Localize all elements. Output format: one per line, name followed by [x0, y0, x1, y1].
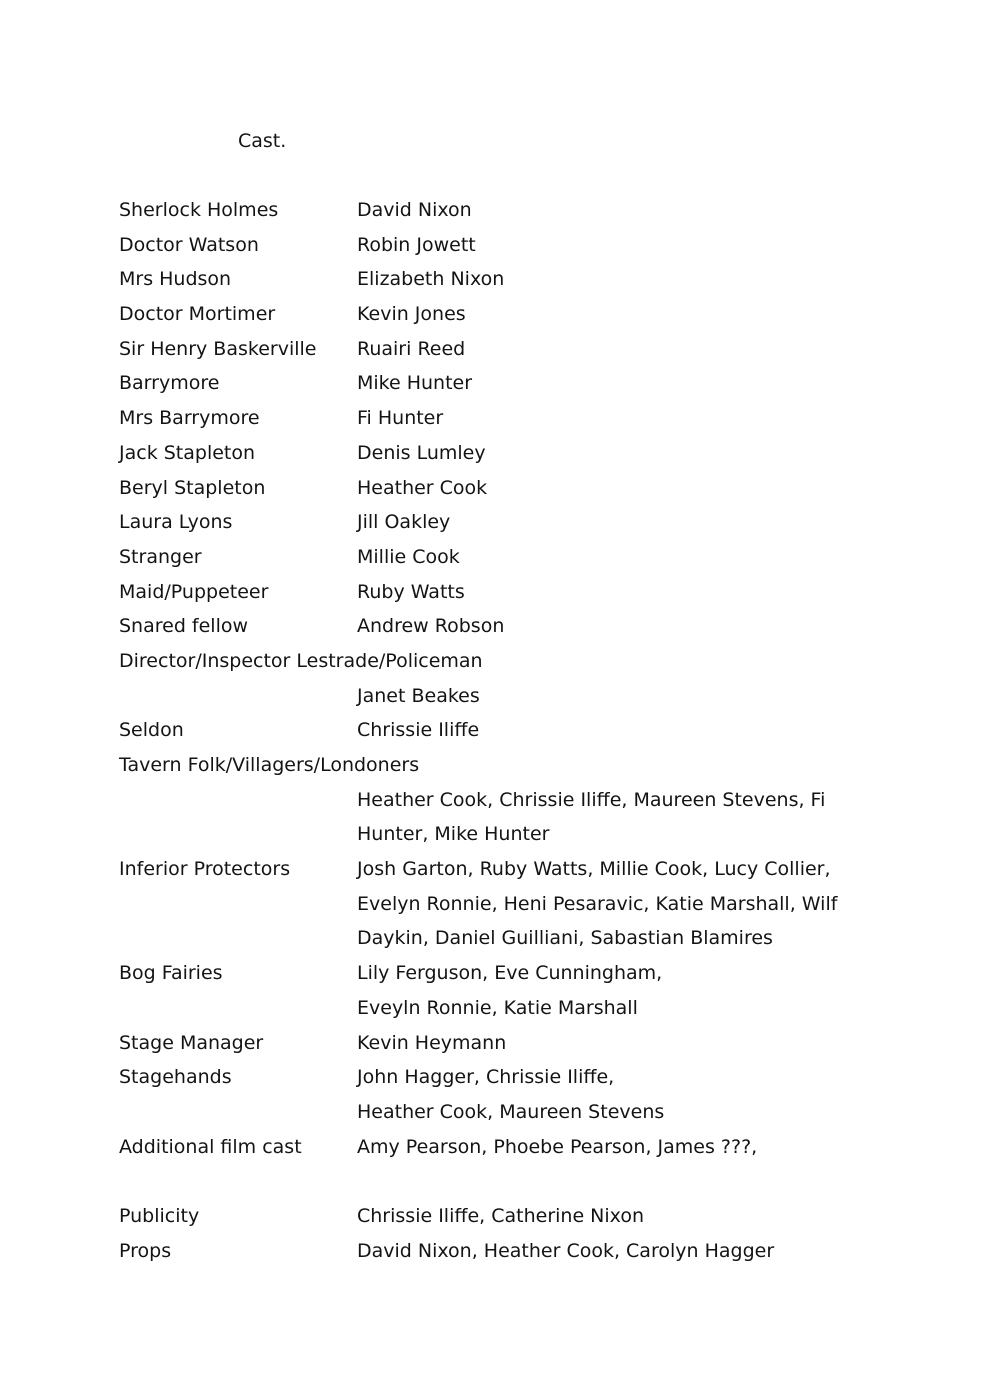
- actor-name: Hunter, Mike Hunter: [357, 823, 550, 846]
- actor-name: Fi Hunter: [357, 407, 444, 430]
- actor-name: Amy Pearson, Phoebe Pearson, James ???,: [357, 1135, 758, 1158]
- cast-row: [119, 505, 859, 540]
- actor-name: Evelyn Ronnie, Heni Pesaravic, Katie Marshall, Wilf: [357, 892, 838, 915]
- role-label: Stranger: [119, 545, 202, 568]
- cast-row: [119, 679, 859, 714]
- cast-row: [119, 193, 859, 228]
- role-label: Sir Henry Baskerville: [119, 337, 317, 360]
- actor-name: Kevin Heymann: [357, 1031, 507, 1054]
- cast-row: [119, 852, 859, 887]
- role-label: Seldon: [119, 719, 184, 742]
- actor-name: Josh Garton, Ruby Watts, Millie Cook, Lucy Collier,: [357, 858, 831, 881]
- cast-row: [119, 436, 859, 471]
- actor-name: Janet Beakes: [357, 684, 480, 707]
- actor-name: David Nixon, Heather Cook, Carolyn Hagger: [357, 1239, 775, 1262]
- actor-name: David Nixon: [357, 199, 472, 221]
- actor-name: Chrissie Iliffe, Catherine Nixon: [357, 1204, 644, 1227]
- role-label: Props: [119, 1239, 172, 1262]
- cast-row: [119, 1130, 859, 1165]
- cast-row: [119, 1234, 859, 1269]
- cast-row: [119, 332, 859, 367]
- actor-name: Jill Oakley: [357, 511, 451, 534]
- actor-name: Lily Ferguson, Eve Cunningham,: [357, 962, 663, 985]
- page-title: Cast.: [238, 130, 287, 152]
- actor-name: Daykin, Daniel Guilliani, Sabastian Blamires: [357, 927, 773, 950]
- actor-name: Heather Cook: [357, 476, 488, 499]
- cast-row: [119, 609, 859, 644]
- cast-row: [119, 921, 859, 956]
- cast-row: [119, 887, 859, 922]
- cast-row: [119, 644, 859, 679]
- role-label: Stagehands: [119, 1066, 232, 1089]
- actor-name: Andrew Robson: [357, 615, 505, 638]
- actor-name: Heather Cook, Chrissie Iliffe, Maureen Stevens, Fi: [357, 788, 826, 811]
- role-label: Mrs Hudson: [119, 268, 232, 291]
- actor-name: Kevin Jones: [357, 303, 466, 326]
- cast-row: [119, 1026, 859, 1061]
- role-label: Laura Lyons: [119, 511, 233, 534]
- actor-name: Denis Lumley: [357, 441, 486, 464]
- cast-row: [119, 262, 859, 297]
- cast-row: [119, 1060, 859, 1095]
- role-label: Maid/Puppeteer: [119, 580, 269, 603]
- role-label: Doctor Mortimer: [119, 303, 276, 326]
- role-label: Snared fellow: [119, 615, 249, 638]
- cast-row: [119, 991, 859, 1026]
- actor-name: Chrissie Iliffe: [357, 719, 480, 742]
- cast-row: [119, 575, 859, 610]
- role-label: Inferior Protectors: [119, 858, 291, 881]
- role-label: Additional film cast: [119, 1135, 302, 1158]
- cast-row: [119, 748, 859, 783]
- cast-row: [119, 956, 859, 991]
- actor-name: Ruby Watts: [357, 580, 465, 603]
- actor-name: Robin Jowett: [357, 233, 476, 256]
- actor-name: Eveyln Ronnie, Katie Marshall: [357, 996, 638, 1019]
- cast-row: [119, 817, 859, 852]
- actor-name: Mike Hunter: [357, 372, 473, 395]
- actor-name: John Hagger, Chrissie Iliffe,: [357, 1066, 615, 1089]
- role-label: Director/Inspector Lestrade/Policeman: [119, 649, 483, 672]
- cast-row: [119, 783, 859, 818]
- actor-name: Ruairi Reed: [357, 337, 466, 360]
- actor-name: Heather Cook, Maureen Stevens: [357, 1100, 665, 1123]
- cast-row: [119, 401, 859, 436]
- cast-row: [119, 540, 859, 575]
- cast-row: [119, 1199, 859, 1234]
- role-label: Publicity: [119, 1204, 200, 1227]
- cast-row: [119, 297, 859, 332]
- role-label: Barrymore: [119, 372, 220, 395]
- section-spacer: [119, 1164, 859, 1199]
- role-label: Bog Fairies: [119, 962, 223, 985]
- role-label: Doctor Watson: [119, 233, 259, 256]
- cast-row: [119, 366, 859, 401]
- actor-name: Millie Cook: [357, 545, 460, 568]
- role-label: Beryl Stapleton: [119, 476, 266, 499]
- role-label: Sherlock Holmes: [119, 199, 279, 221]
- cast-row: [119, 713, 859, 748]
- cast-row: [119, 228, 859, 263]
- actor-name: Elizabeth Nixon: [357, 268, 505, 291]
- role-label: Mrs Barrymore: [119, 407, 260, 430]
- role-label: Jack Stapleton: [119, 441, 256, 464]
- cast-list: [119, 193, 859, 1268]
- role-label: Tavern Folk/Villagers/Londoners: [119, 754, 420, 776]
- cast-row: [119, 471, 859, 506]
- cast-row: [119, 1095, 859, 1130]
- role-label: Stage Manager: [119, 1031, 264, 1054]
